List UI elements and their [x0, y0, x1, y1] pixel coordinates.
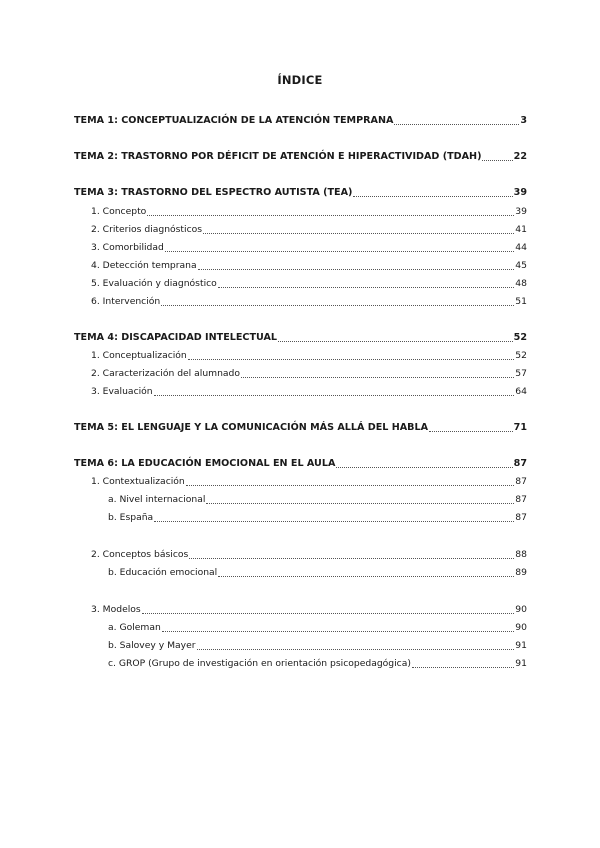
toc-entry-label: 1. Contextualización	[91, 476, 185, 487]
toc-entry-label: 6. Intervención	[91, 296, 161, 307]
dot-leader	[165, 250, 514, 252]
toc-entry-label: 5. Evaluación y diagnóstico	[91, 278, 217, 289]
toc-entry-label: c. GROP (Grupo de investigación en orientación psicopedagógica)	[108, 658, 411, 669]
dot-leader	[189, 557, 514, 559]
toc-entry-label: 3. Modelos	[91, 604, 141, 615]
dot-leader	[241, 376, 514, 378]
toc-section-entry	[91, 367, 527, 381]
toc-page-number: 91	[515, 658, 527, 669]
toc-page-number: 51	[515, 296, 527, 307]
toc-page-number: 3	[520, 115, 527, 126]
toc-section-entry	[91, 349, 527, 363]
toc-section-entry	[108, 566, 527, 580]
toc-chapter-entry	[74, 150, 527, 164]
toc-page-number: 39	[515, 206, 527, 217]
toc-section-entry	[91, 385, 527, 399]
dot-leader	[154, 520, 514, 522]
toc-chapter-entry	[74, 186, 527, 200]
toc-page-number: 52	[513, 332, 527, 343]
dot-leader	[162, 630, 514, 632]
toc-section-entry	[108, 621, 527, 635]
toc-section-entry	[108, 511, 527, 525]
toc-section-entry	[91, 205, 527, 219]
toc-entry-label: TEMA 5: EL LENGUAJE Y LA COMUNICACIÓN MÁS ALLÁ DEL HABLA	[74, 422, 429, 433]
toc-entry-label: 2. Caracterización del alumnado	[91, 368, 241, 379]
toc-page-number: 44	[515, 242, 527, 253]
toc-entry-label: 1. Concepto	[91, 206, 147, 217]
toc-page-number: 52	[515, 350, 527, 361]
toc-section-entry	[91, 223, 527, 237]
dot-leader	[203, 232, 514, 234]
toc-section-entry	[108, 639, 527, 653]
toc-section-entry	[91, 475, 527, 489]
toc-entry-label: TEMA 2: TRASTORNO POR DÉFICIT DE ATENCIÓN E HIPERACTIVIDAD (TDAH)	[74, 151, 482, 162]
toc-section-entry	[108, 493, 527, 507]
dot-leader	[188, 358, 515, 360]
dot-leader	[142, 612, 515, 614]
dot-leader	[197, 648, 515, 650]
dot-leader	[186, 484, 515, 486]
toc-entry-label: b. España	[108, 512, 154, 523]
toc-page-number: 91	[515, 640, 527, 651]
toc-page-number: 88	[515, 549, 527, 560]
toc-page-number: 90	[515, 604, 527, 615]
toc-entry-label: TEMA 3: TRASTORNO DEL ESPECTRO AUTISTA (TEA)	[74, 187, 353, 198]
toc-entry-label: 3. Evaluación	[91, 386, 153, 397]
dot-leader	[482, 159, 512, 161]
toc-page-number: 71	[513, 422, 527, 433]
toc-chapter-entry	[74, 331, 527, 345]
dot-leader	[394, 123, 519, 125]
toc-section-entry	[108, 657, 527, 671]
toc-entry-label: 4. Detección temprana	[91, 260, 197, 271]
toc-section-entry	[91, 259, 527, 273]
toc-page-number: 22	[513, 151, 527, 162]
dot-leader	[154, 394, 515, 396]
page-title: ÍNDICE	[277, 73, 323, 87]
toc-page-number: 87	[515, 512, 527, 523]
toc-page-number: 41	[515, 224, 527, 235]
dot-leader	[161, 304, 514, 306]
toc-page-number: 39	[513, 187, 527, 198]
toc-entry-label: 3. Comorbilidad	[91, 242, 164, 253]
toc-chapter-entry	[74, 457, 527, 471]
toc-entry-label: 1. Conceptualización	[91, 350, 187, 361]
toc-entry-label: TEMA 6: LA EDUCACIÓN EMOCIONAL EN EL AULA	[74, 458, 336, 469]
toc-chapter-entry	[74, 421, 527, 435]
toc-entry-label: TEMA 1: CONCEPTUALIZACIÓN DE LA ATENCIÓN TEMPRANA	[74, 115, 394, 126]
dot-leader	[218, 575, 514, 577]
toc-entry-label: 2. Criterios diagnósticos	[91, 224, 203, 235]
toc-page-number: 87	[515, 476, 527, 487]
dot-leader	[353, 195, 512, 197]
toc-page-number: 45	[515, 260, 527, 271]
dot-leader	[429, 430, 513, 432]
toc-section-entry	[91, 241, 527, 255]
toc-page-number: 87	[513, 458, 527, 469]
dot-leader	[198, 268, 515, 270]
dot-leader	[336, 466, 512, 468]
dot-leader	[278, 340, 513, 342]
dot-leader	[206, 502, 514, 504]
dot-leader	[412, 666, 514, 668]
toc-section-entry	[91, 295, 527, 309]
toc-section-entry	[91, 548, 527, 562]
dot-leader	[218, 286, 515, 288]
toc-page-number: 87	[515, 494, 527, 505]
toc-page-number: 90	[515, 622, 527, 633]
toc-entry-label: a. Goleman	[108, 622, 161, 633]
toc-chapter-entry	[74, 114, 527, 128]
dot-leader	[147, 214, 514, 216]
toc-page-number: 48	[515, 278, 527, 289]
toc-page-number: 57	[515, 368, 527, 379]
toc-entry-label: a. Nivel internacional	[108, 494, 206, 505]
toc-entry-label: TEMA 4: DISCAPACIDAD INTELECTUAL	[74, 332, 278, 343]
toc-entry-label: b. Salovey y Mayer	[108, 640, 196, 651]
toc-page-number: 64	[515, 386, 527, 397]
toc-section-entry	[91, 277, 527, 291]
toc-page-number: 89	[515, 567, 527, 578]
toc-section-entry	[91, 603, 527, 617]
toc-entry-label: 2. Conceptos básicos	[91, 549, 189, 560]
toc-entry-label: b. Educación emocional	[108, 567, 218, 578]
